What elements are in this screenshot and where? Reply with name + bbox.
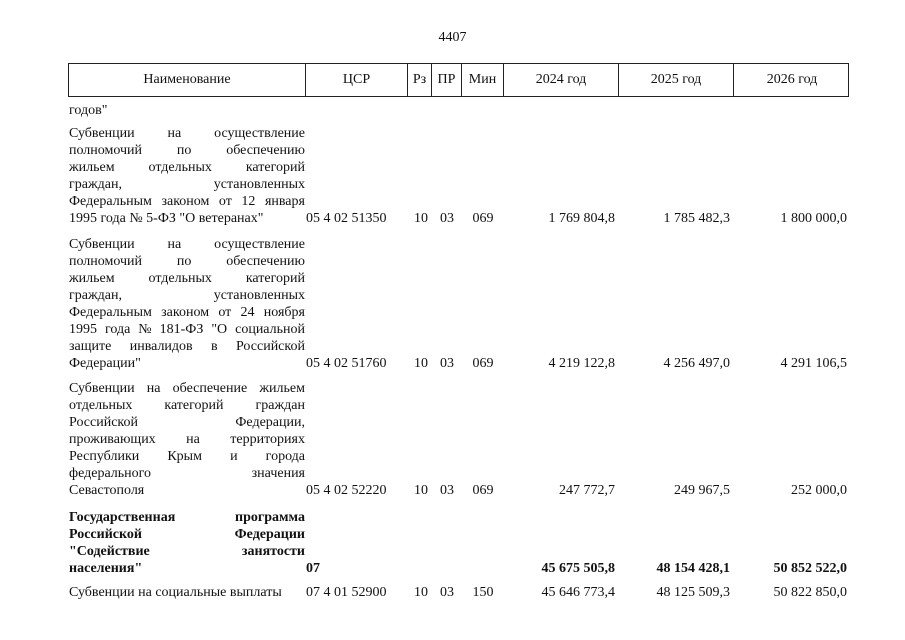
row-name-line: Федеральным законом от 12 января	[69, 194, 305, 209]
row-name-line: проживающих на территориях	[69, 432, 305, 447]
row-name-line: жильем отдельных категорий	[69, 271, 305, 286]
row-name-line: Российской Федерации,	[69, 415, 305, 430]
row-name	[69, 125, 305, 227]
cell-csr: 05 4 02 51760	[306, 356, 387, 371]
cell-y2024: 45 675 505,8	[541, 561, 615, 576]
cell-y2025: 4 256 497,0	[663, 356, 730, 371]
page-number: 4407	[438, 30, 467, 45]
row-name	[69, 380, 305, 499]
row-name	[69, 509, 305, 577]
row-name-line: граждан, установленных	[69, 288, 305, 303]
row-name-line: Севастополя	[69, 483, 145, 498]
row-name-line: Субвенции на осуществление	[69, 237, 305, 252]
header-2026: 2026 год	[766, 72, 818, 87]
cell-y2025: 48 125 509,3	[656, 585, 730, 600]
cell-y2026: 252 000,0	[791, 483, 847, 498]
cell-pr: 03	[440, 211, 454, 226]
cell-y2024: 4 219 122,8	[548, 356, 615, 371]
header-min: Мин	[462, 64, 504, 96]
cell-y2025: 1 785 482,3	[663, 211, 730, 226]
row-name-line: полномочий по обеспечению	[69, 143, 305, 158]
table-header	[68, 63, 849, 97]
cell-min: 069	[472, 483, 494, 498]
row-name-line: Субвенции на социальные выплаты	[69, 585, 282, 600]
row-name	[69, 102, 305, 119]
row-name-line: Субвенции на осуществление	[69, 126, 305, 141]
row-name	[69, 584, 305, 601]
cell-min: 069	[472, 211, 494, 226]
cell-pr: 03	[440, 356, 454, 371]
row-name-line: защите инвалидов в Российской	[69, 339, 305, 354]
header-pr: ПР	[432, 64, 462, 96]
row-name-line: полномочий по обеспечению	[69, 254, 305, 269]
row-name-line: 1995 года № 181-ФЗ "О социальной	[69, 322, 305, 337]
cell-y2025: 48 154 428,1	[656, 561, 730, 576]
row-name-line: 1995 года № 5-ФЗ "О ветеранах"	[69, 211, 264, 226]
cell-rz: 10	[414, 356, 428, 371]
cell-rz: 10	[414, 211, 428, 226]
cell-min: 150	[472, 585, 494, 600]
header-2024: 2024 год	[504, 64, 619, 96]
cell-y2024: 247 772,7	[559, 483, 615, 498]
row-name	[69, 236, 305, 372]
row-name-line: Республики Крым и города	[69, 449, 305, 464]
cell-y2025: 249 967,5	[674, 483, 730, 498]
cell-pr: 03	[440, 585, 454, 600]
cell-min: 069	[472, 356, 494, 371]
cell-y2026: 50 822 850,0	[773, 585, 847, 600]
row-name-line: жильем отдельных категорий	[69, 160, 305, 175]
cell-pr: 03	[440, 483, 454, 498]
cell-y2024: 1 769 804,8	[548, 211, 615, 226]
row-name-line: Федеральным законом от 24 ноября	[69, 305, 305, 320]
header-csr: ЦСР	[306, 64, 408, 96]
cell-csr: 07	[306, 561, 320, 576]
cell-y2026: 50 852 522,0	[773, 561, 847, 576]
row-name-line: Субвенции на обеспечение жильем	[69, 381, 305, 396]
cell-csr: 05 4 02 52220	[306, 483, 387, 498]
header-name: Наименование	[69, 64, 306, 96]
cell-rz: 10	[414, 585, 428, 600]
cell-csr: 05 4 02 51350	[306, 211, 387, 226]
row-name-line: Российской Федерации	[69, 527, 305, 542]
cell-y2026: 1 800 000,0	[780, 211, 847, 226]
header-rz: Рз	[408, 64, 432, 96]
cell-y2024: 45 646 773,4	[541, 585, 615, 600]
row-name-line: федерального значения	[69, 466, 305, 481]
cell-y2026: 4 291 106,5	[780, 356, 847, 371]
cell-csr: 07 4 01 52900	[306, 585, 387, 600]
cell-rz: 10	[414, 483, 428, 498]
header-2025: 2025 год	[619, 64, 734, 96]
row-name-line: отдельных категорий граждан	[69, 398, 305, 413]
row-name-line: населения"	[69, 561, 143, 576]
row-name-line: Государственная программа	[69, 510, 305, 525]
row-name-line: "Содействие занятости	[69, 544, 305, 559]
row-name-line: Федерации"	[69, 356, 141, 371]
row-name-line: граждан, установленных	[69, 177, 305, 192]
row-name-line: годов"	[69, 103, 108, 118]
